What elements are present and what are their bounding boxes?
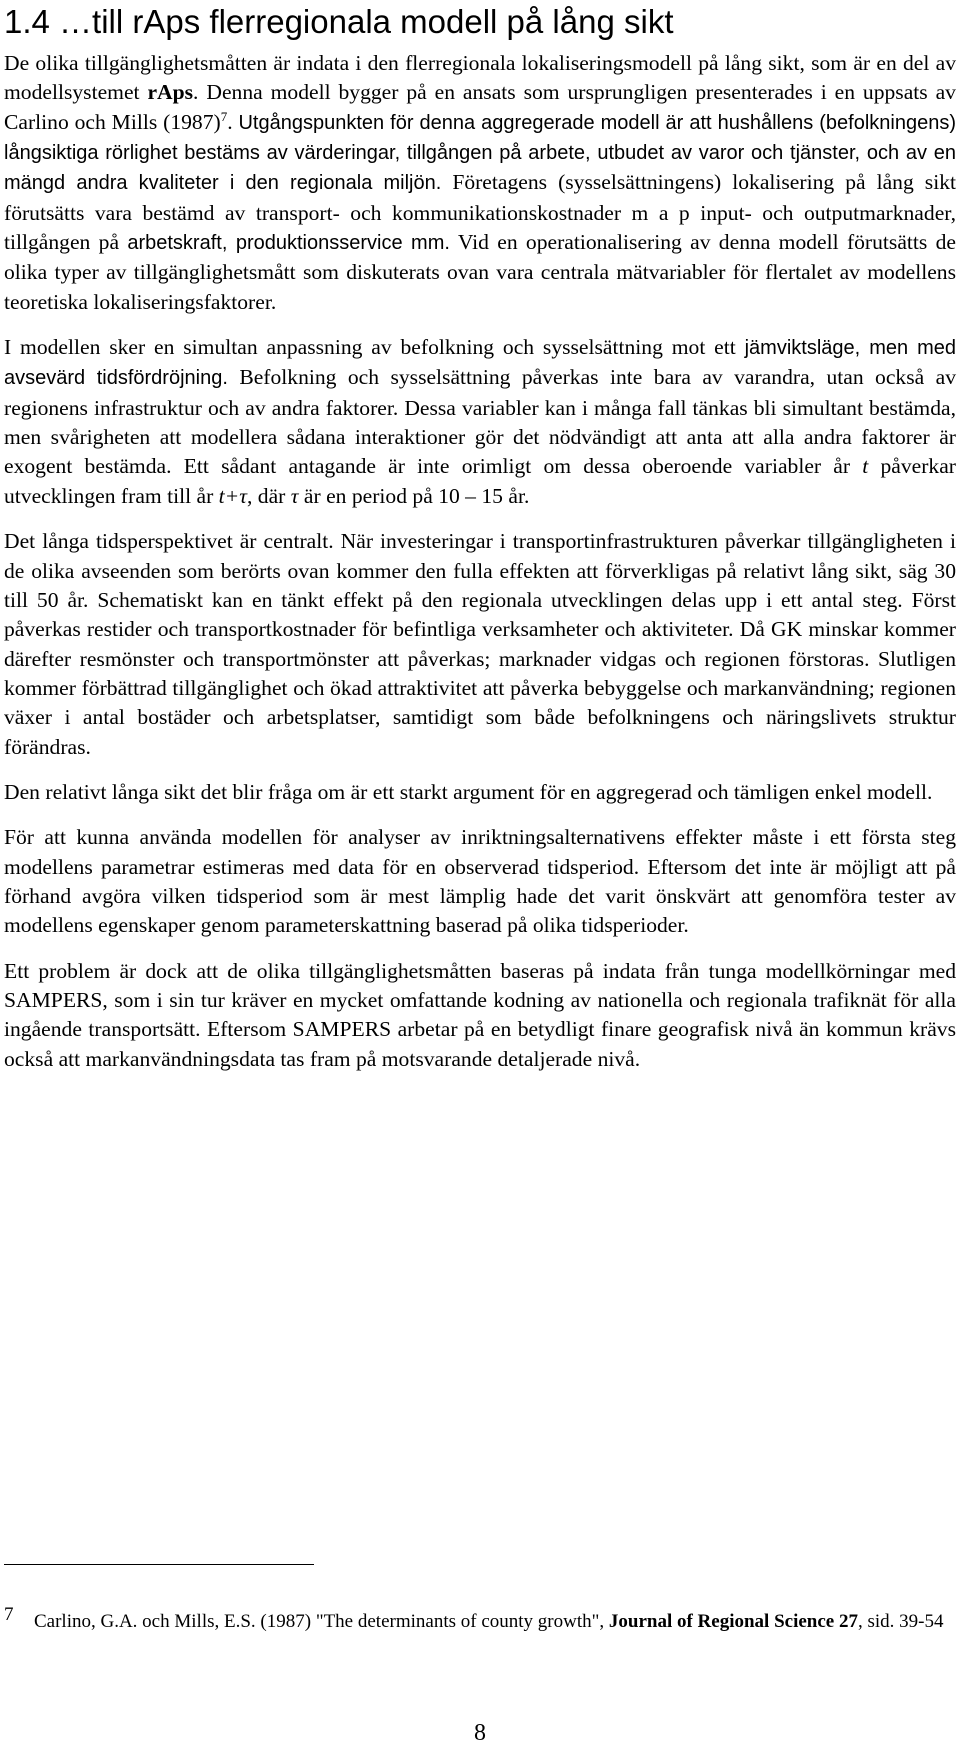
text-run: påverkar utvecklingen fram till år <box>4 454 956 508</box>
text-run: . <box>227 109 239 134</box>
paragraph <box>4 333 956 511</box>
paragraph <box>4 49 956 317</box>
body-text <box>4 49 956 1090</box>
paragraph <box>4 823 956 940</box>
text-run: Carlino, G.A. och Mills, E.S. (1987) "The determinants of county growth", <box>34 1611 609 1632</box>
text-run: Företagens (sysselsättningens) lokalisering på lång sikt förutsätts vara bestämd av transport- och kommunikationskostnader m a p input- och outputmarknader, tillgången på <box>4 170 956 255</box>
paragraph <box>4 527 956 762</box>
bold-text: rAps <box>147 80 194 105</box>
paragraph <box>4 957 956 1074</box>
section-heading: 1.4 …till rAps flerregionala modell på lång sikt <box>4 3 674 40</box>
italic-text: t+τ <box>218 483 247 508</box>
text-run: Den relativt långa sikt det blir fråga om är ett starkt argument för en aggregerad och tämligen enkel modell. <box>4 779 933 804</box>
footnote-separator <box>4 1564 314 1565</box>
text-run: För att kunna använda modellen för analyser av inriktningsalternativens effekter måste i ett första steg modellens parametrar estimeras med data för en observerad tidsperiod. Eftersom det inte är möjligt att på förhand avgöra vilken tidsperiod som är mest lämplig hade det varit önskvärt att genomföra tester av modellens egenskaper genom parameterskattning baserad på olika tidsperioder. <box>4 825 956 938</box>
page-number: 8 <box>474 1720 486 1746</box>
text-run: arbetskraft, produktionsservice mm. <box>127 232 450 255</box>
text-run: De olika tillgänglighetsmåtten är indata i den flerregionala lokaliseringsmodell på lång sikt, som är en del av modellsystemet <box>4 51 956 105</box>
footnote-text <box>34 1608 944 1635</box>
footnote <box>4 1604 944 1635</box>
text-run: Vid en operationalisering av denna modell förutsätts de olika typer av tillgänglighetsmått som diskuterats ovan vara centrala mätvariabler för flertalet av modellens teoretiska lokaliseringsfaktorer. <box>4 230 956 314</box>
text-run: Utgångspunkten för denna aggregerade modell är att hushållens (befolkningens) långsiktiga rörlighet bestäms av värderingar, tillgången på arbete, utbudet av varor och tjänster, och av en mängd andra kvaliteter i den regionala miljön. <box>4 111 957 195</box>
footnote-reference: 7 <box>220 108 228 124</box>
italic-text: t <box>862 454 869 479</box>
paragraph <box>4 778 956 807</box>
text-run: . Denna modell bygger på en ansats som ursprungligen presenterades i en uppsats av Carlino och Mills (1987) <box>4 80 956 134</box>
text-run: , sid. 39-54 <box>857 1611 944 1632</box>
text-run: är en period på 10 – 15 år. <box>298 483 530 508</box>
text-run: jämviktsläge, men med avsevärd tidsfördröjning. <box>4 337 956 390</box>
text-run: Det långa tidsperspektivet är centralt. När investeringar i transportinfrastrukturen påverkar tillgängligheten i de olika avseenden som berörts ovan kommer den fulla effekten att förverkligas på relativt lång sikt, säg 30 till 50 år. Schematiskt kan en tänkt effekt på den regionala utvecklingen delas upp i ett antal steg. Först påverkas restider och transportkostnader för befintliga verksamheter och aktiviteter. Då GK minskar kommer därefter resmönster och transportmönster att påverkas; marknader vidgas och regionen förstoras. Slutligen kommer förbättrad tillgänglighet och ökad attraktivitet att påverka bebyggelse och markanvändning; regionen växer i antal bostäder och arbetsplatser, samtidigt som både befolkningens och näringslivets struktur förändras. <box>4 529 956 759</box>
italic-text: τ <box>290 483 299 508</box>
text-run: Befolkning och sysselsättning påverkas inte bara av varandra, utan också av regionens infrastruktur och av andra faktorer. Dessa variabler kan i många fall tänkas bli simultant bestämda, men svårigheten att modellera sådana interaktioner gör det nödvändigt att anta att alla andra faktorer är exogent bestämda. Ett sådant antagande är inte orimligt om dessa oberoende variabler år <box>4 365 957 479</box>
footnote-number: 7 <box>4 1604 14 1625</box>
text-run: Ett problem är dock att de olika tillgänglighetsmåtten baseras på indata från tunga modellkörningar med SAMPERS, som i sin tur kräver en mycket omfattande kodning av nationella och regionala trafiknät för alla ingående transportsätt. Eftersom SAMPERS arbetar på en betydligt finare geografisk nivå än kommun krävs också att markanvändningsdata tas fram på motsvarande detaljerade nivå. <box>4 958 956 1071</box>
text-run: I modellen sker en simultan anpassning av befolkning och sysselsättning mot ett <box>4 335 745 360</box>
text-run: , där <box>246 483 291 508</box>
bold-text: Journal of Regional Science 27 <box>608 1611 858 1632</box>
